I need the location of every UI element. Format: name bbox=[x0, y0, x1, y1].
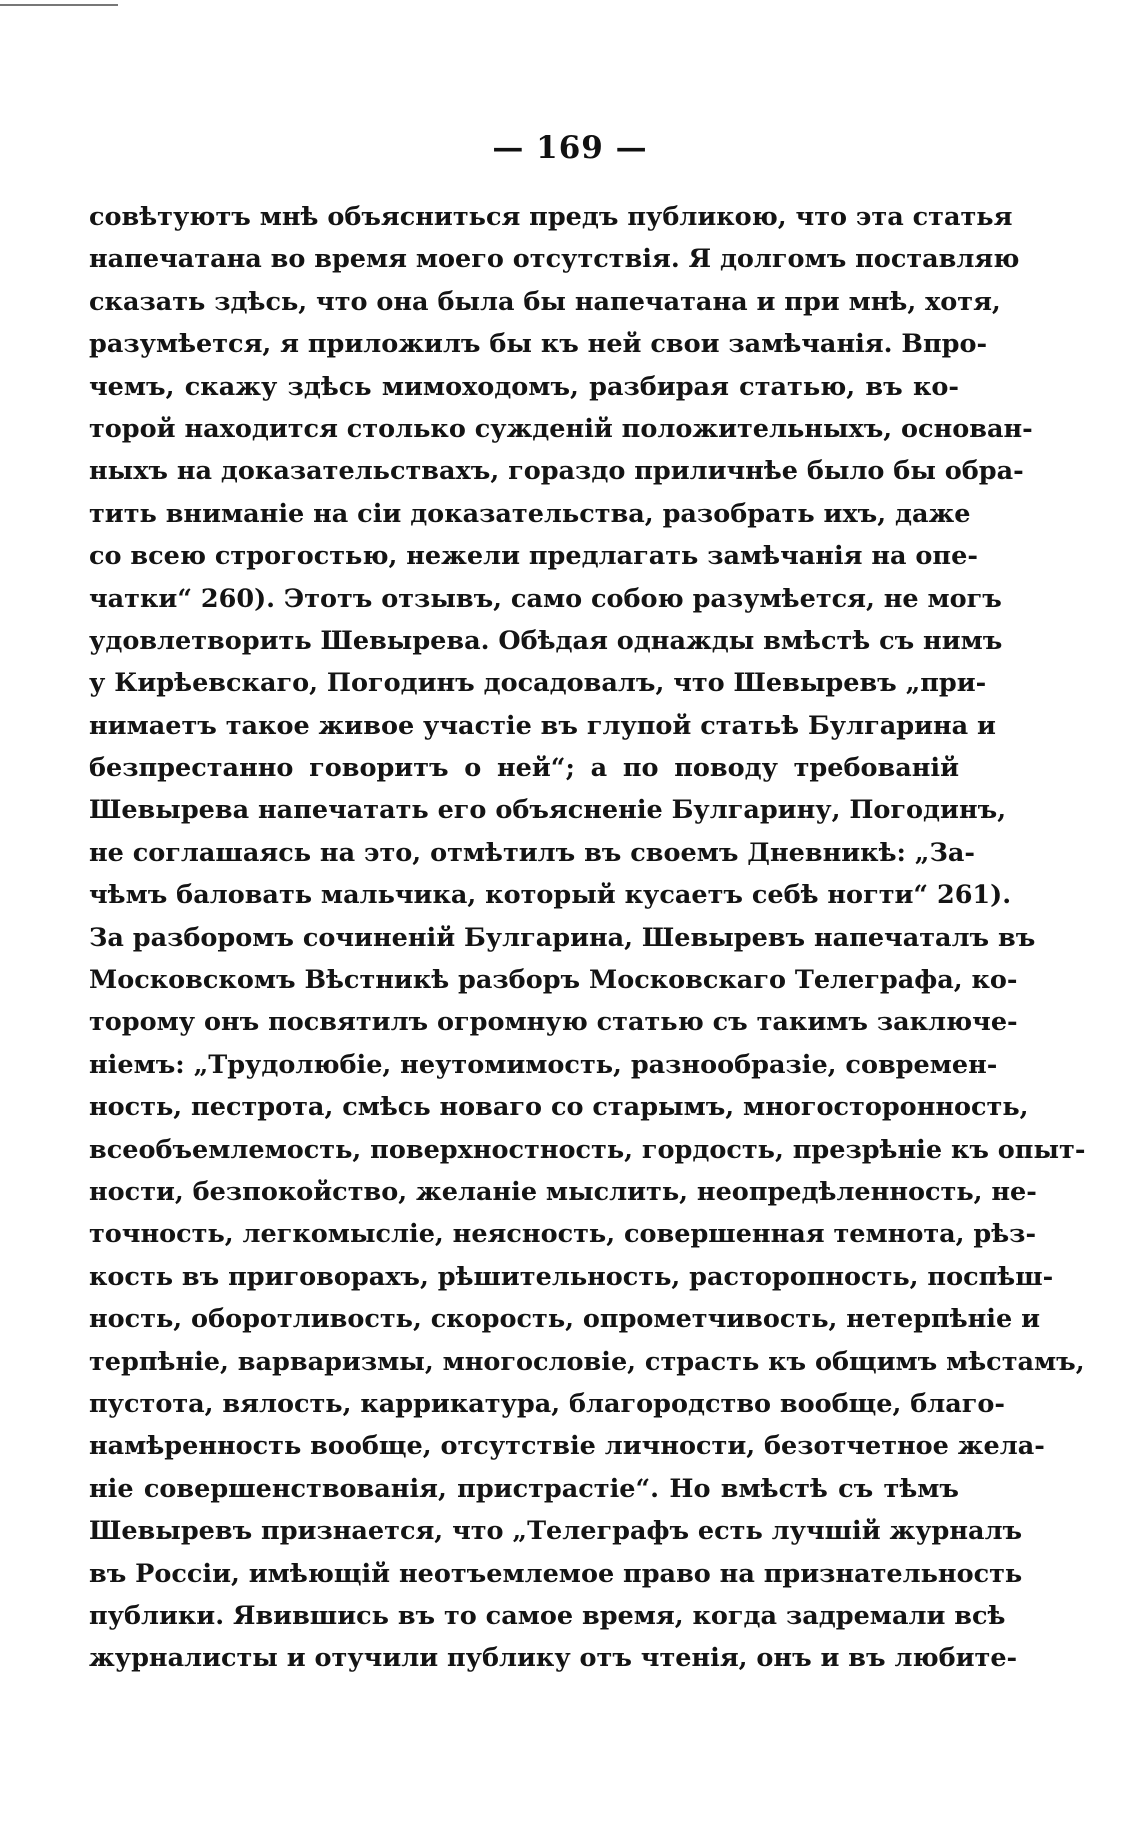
text-line: у Кирѣевскаго, Погодинъ досадовалъ, что Шевыревъ „при- bbox=[89, 668, 987, 699]
text-line: чемъ, скажу здѣсь мимоходомъ, разбирая статью, въ ко- bbox=[89, 371, 959, 402]
text-line: чѣмъ баловать мальчика, который кусаетъ себѣ ногти“ 261). bbox=[89, 880, 1012, 911]
text-line: ніемъ: „Трудолюбіе, неутомимость, разнообразіе, современ- bbox=[89, 1049, 998, 1080]
text-line: точность, легкомысліе, неясность, совершенная темнота, рѣз- bbox=[89, 1219, 1037, 1250]
text-line: безпрестанно говоритъ о ней“; а по поводу требованій bbox=[89, 753, 959, 784]
text-line: торому онъ посвятилъ огромную статью съ такимъ заключе- bbox=[89, 1007, 1018, 1038]
text-line: Шевырева напечатать его объясненіе Булгарину, Погодинъ, bbox=[89, 795, 1007, 826]
text-line: Московскомъ Вѣстникѣ разборъ Московскаго Телеграфа, ко- bbox=[89, 965, 1018, 996]
text-line: разумѣется, я приложилъ бы къ ней свои замѣчанія. Впро- bbox=[89, 329, 988, 360]
text-line: терпѣніе, варваризмы, многословіе, страсть къ общимъ мѣстамъ, bbox=[89, 1346, 1085, 1377]
scan-edge-mark bbox=[0, 4, 118, 6]
text-line: журналисты и отучили публику отъ чтенія, онъ и въ любите- bbox=[89, 1643, 1018, 1674]
text-line: всеобъемлемость, поверхностность, гордость, презрѣніе къ опыт- bbox=[89, 1134, 1086, 1165]
text-line: тить вниманіе на сіи доказательства, разобрать ихъ, даже bbox=[89, 498, 971, 529]
page-number: — 169 — bbox=[492, 130, 648, 166]
text-line: За разборомъ сочиненій Булгарина, Шевыревъ напечаталъ въ bbox=[89, 922, 1036, 953]
text-line: нимаетъ такое живое участіе въ глупой статьѣ Булгарина и bbox=[89, 710, 996, 741]
text-line: ныхъ на доказательствахъ, гораздо приличнѣе было бы обра- bbox=[89, 456, 1024, 487]
text-line: намѣренность вообще, отсутствіе личности, безотчетное жела- bbox=[89, 1431, 1045, 1462]
text-line: ность, оборотливость, скорость, опрометчивость, нетерпѣніе и bbox=[89, 1304, 1040, 1335]
main-text bbox=[89, 196, 1086, 1680]
text-line: пустота, вялость, каррикатура, благородство вообще, благо- bbox=[89, 1388, 1005, 1419]
text-line: чатки“ 260). Этотъ отзывъ, само собою разумѣется, не могъ bbox=[89, 583, 1002, 614]
text-line: кость въ приговорахъ, рѣшительность, расторопность, поспѣш- bbox=[89, 1261, 1054, 1292]
text-line: въ Россіи, имѣющій неотъемлемое право на признательность bbox=[89, 1558, 1023, 1589]
text-line: ніе совершенствованія, пристрастіе“. Но вмѣстѣ съ тѣмъ bbox=[89, 1473, 959, 1504]
text-line: сказать здѣсь, что она была бы напечатана и при мнѣ, хотя, bbox=[89, 286, 1001, 317]
text-line: совѣтуютъ мнѣ объясниться предъ публикою, что эта статья bbox=[89, 202, 1013, 232]
text-line: со всею строгостью, нежели предлагать замѣчанія на опе- bbox=[89, 541, 978, 572]
text-line: публики. Явившись въ то самое время, когда задремали всѣ bbox=[89, 1600, 1006, 1631]
text-line: удовлетворить Шевырева. Обѣдая однажды вмѣстѣ съ нимъ bbox=[89, 625, 1003, 656]
text-line: Шевыревъ признается, что „Телеграфъ есть лучшій журналъ bbox=[89, 1516, 1023, 1547]
text-line: ности, безпокойство, желаніе мыслить, неопредѣленность, не- bbox=[89, 1176, 1037, 1207]
text-line: торой находится столько сужденій положительныхъ, основан- bbox=[89, 413, 1033, 444]
text-line: напечатана во время моего отсутствія. Я долгомъ поставляю bbox=[89, 244, 1020, 275]
text-line: ность, пестрота, смѣсь новаго со старымъ, многосторонность, bbox=[89, 1092, 1029, 1123]
text-line: не соглашаясь на это, отмѣтилъ въ своемъ Дневникѣ: „За- bbox=[89, 837, 975, 868]
